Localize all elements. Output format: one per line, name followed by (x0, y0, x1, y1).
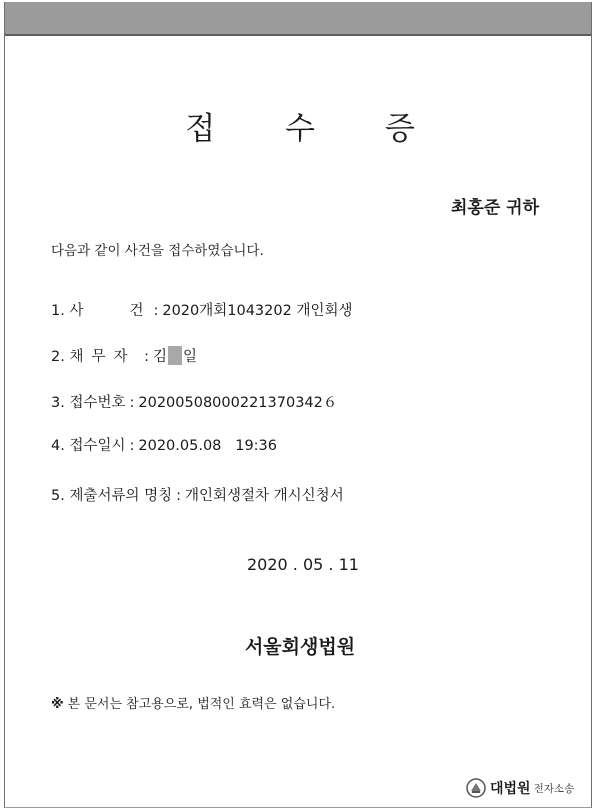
footer-sub-text: 전자소송 (533, 782, 575, 795)
debtor-label-char: 자 (113, 349, 128, 365)
item-number: 3. (51, 395, 65, 411)
item-number: 4. (51, 438, 65, 454)
receipt-number-value: 20200508000221370342６ (138, 395, 338, 411)
disclaimer (51, 693, 335, 712)
recipient: 최홍준 귀하 (451, 198, 540, 218)
document-title: 접 수 증 (185, 111, 445, 147)
colon: : (176, 488, 182, 504)
intro-text: 다음과 같이 사건을 접수하였습니다. (51, 243, 264, 259)
debtor-label-char: 채 (69, 349, 84, 365)
item-number: 2. (51, 349, 65, 365)
colon: : (144, 349, 149, 365)
document-name-item (51, 484, 344, 505)
document-name-label: 제출서류의 명칭 (69, 488, 173, 504)
case-label-a: 사 (69, 303, 84, 319)
colon: : (129, 438, 135, 454)
debtor-label (69, 349, 140, 365)
item-number: 5. (51, 488, 65, 504)
case-label-b: 건 (129, 303, 144, 319)
footer-main-text: 대법원 (490, 781, 531, 797)
receipt-number-label: 접수번호 (69, 395, 126, 411)
disclaimer-text: 본 문서는 참고용으로, 법적인 효력은 없습니다. (67, 697, 336, 712)
ecourt-logo (466, 778, 574, 798)
item-number: 1. (51, 303, 65, 319)
issue-date: 2020 . 05 . 11 (247, 555, 359, 574)
document-name-value: 개인회생절차 개시신청서 (185, 488, 344, 504)
receipt-datetime-label: 접수일시 (69, 438, 126, 454)
debtor-item (51, 345, 197, 366)
receipt-number-item (51, 391, 337, 412)
reference-mark: ※ (51, 697, 64, 712)
case-label (69, 299, 149, 320)
colon: : (153, 303, 159, 319)
receipt-datetime-value: 2020.05.08 19:36 (138, 438, 278, 454)
colon: : (129, 395, 135, 411)
case-value: 2020개회1043202 개인회생 (162, 303, 353, 319)
supreme-court-seal-icon (466, 778, 486, 798)
case-item (51, 299, 352, 320)
redaction-box (168, 346, 182, 365)
debtor-value-suffix: 일 (183, 349, 198, 365)
debtor-value-prefix: 김 (153, 349, 168, 365)
court-name: 서울회생법원 (244, 636, 356, 658)
debtor-label-char: 무 (91, 349, 106, 365)
receipt-datetime-item (51, 434, 277, 455)
